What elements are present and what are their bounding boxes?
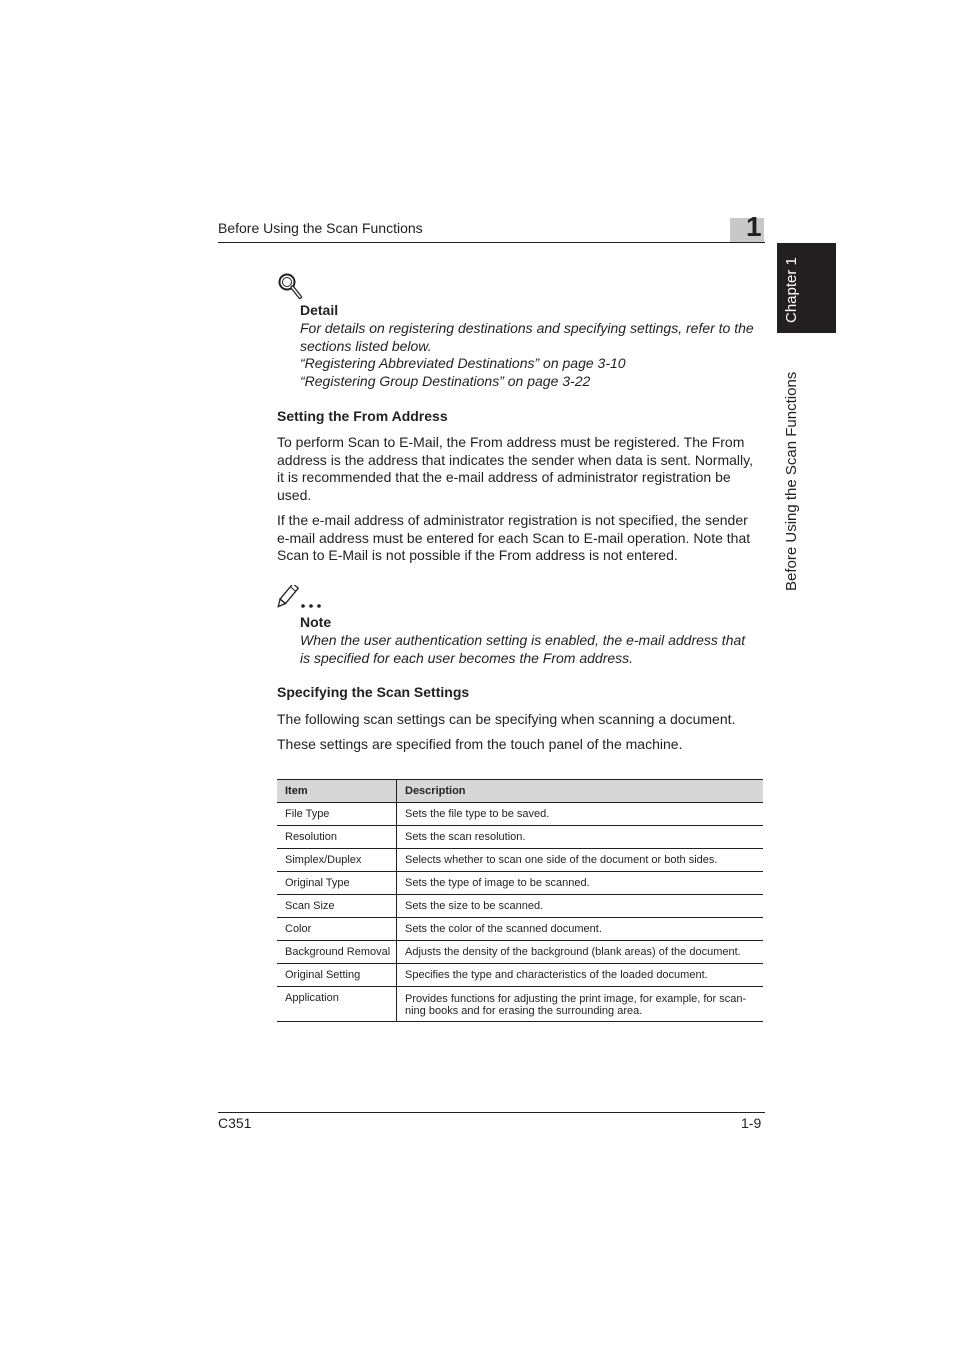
note-line: is specified for each user becomes the From address. bbox=[300, 649, 634, 666]
detail-reference-link: “Registering Abbreviated Destinations” on page 3-10 bbox=[300, 355, 626, 371]
table-cell-item: Background Removal bbox=[277, 941, 397, 964]
table-cell-description: Sets the file type to be saved. bbox=[405, 808, 550, 820]
table-cell-description: Adjusts the density of the background (blank areas) of the document. bbox=[405, 946, 741, 958]
table-row bbox=[277, 895, 763, 918]
detail-line: sections listed below. bbox=[300, 337, 432, 354]
table-cell-item: File Type bbox=[277, 803, 397, 826]
footer-page-number: 1-9 bbox=[741, 1115, 762, 1131]
detail-line: For details on registering destinations and specifying settings, refer to the bbox=[300, 320, 754, 336]
running-header-title: Before Using the Scan Functions bbox=[218, 220, 423, 236]
table-cell-item: Original Type bbox=[277, 872, 397, 895]
table-row bbox=[277, 872, 763, 895]
detail-label: Detail bbox=[300, 302, 339, 318]
column-header-description: Description bbox=[405, 785, 466, 797]
table-row bbox=[277, 918, 763, 941]
table-row bbox=[277, 803, 763, 826]
footer-model: C351 bbox=[218, 1115, 252, 1131]
column-header-item: Item bbox=[277, 780, 397, 803]
section-heading-from-address: Setting the From Address bbox=[277, 408, 448, 424]
table-cell-description: Specifies the type and characteristics of the loaded document. bbox=[405, 969, 708, 981]
table-row bbox=[277, 826, 763, 849]
note-line: When the user authentication setting is enabled, the e-mail address that bbox=[300, 632, 746, 648]
table-cell-description: Sets the color of the scanned document. bbox=[405, 923, 602, 935]
table-row bbox=[277, 941, 763, 964]
table-cell-description: Selects whether to scan one side of the document or both sides. bbox=[405, 854, 718, 866]
table-row bbox=[277, 849, 763, 872]
note-label: Note bbox=[300, 614, 332, 630]
scan-settings-table bbox=[277, 779, 763, 1022]
pencil-note-icon bbox=[277, 585, 325, 616]
table-cell-description: Sets the scan resolution. bbox=[405, 831, 526, 843]
table-cell-description: Sets the size to be scanned. bbox=[405, 900, 544, 912]
section-heading-scan-settings: Specifying the Scan Settings bbox=[277, 684, 470, 700]
table-cell-item: Simplex/Duplex bbox=[277, 849, 397, 872]
chapter-number: 1 bbox=[746, 211, 762, 242]
side-tab-section: Before Using the Scan Functions bbox=[783, 371, 800, 591]
paragraph: If the e-mail address of administrator registration is not specified, the sender e-mail address must be entered for each Scan to E-mail operation. Note that Scan to E-Mail is not possible if the From address is not entered. bbox=[277, 512, 751, 564]
note-text bbox=[300, 632, 770, 667]
table-cell-item: Color bbox=[277, 918, 397, 941]
table-cell-description: Provides functions for adjusting the print image, for example, for scan-ning books and for erasing the surrounding area. bbox=[405, 993, 747, 1017]
table-row bbox=[277, 964, 763, 987]
table-header-row bbox=[277, 780, 763, 803]
table-cell-item: Application bbox=[277, 987, 397, 1022]
table-cell-item: Original Setting bbox=[277, 964, 397, 987]
header-rule bbox=[218, 242, 765, 243]
table-cell-item: Resolution bbox=[277, 826, 397, 849]
detail-text bbox=[300, 320, 770, 390]
table-row bbox=[277, 987, 763, 1022]
paragraph: The following scan settings can be specifying when scanning a document. bbox=[277, 711, 736, 727]
table-cell-description: Sets the type of image to be scanned. bbox=[405, 877, 590, 889]
detail-reference-link: “Registering Group Destinations” on page 3-22 bbox=[300, 372, 591, 389]
footer-rule bbox=[218, 1112, 765, 1113]
paragraph: These settings are specified from the touch panel of the machine. bbox=[277, 736, 683, 752]
paragraph: To perform Scan to E-Mail, the From address must be registered. The From address is the address that indicates the sender when data is sent. Normally, it is recommended that the e-mail address of administrator registration be used. bbox=[277, 434, 753, 504]
table-cell-item: Scan Size bbox=[277, 895, 397, 918]
side-tab-chapter: Chapter 1 bbox=[783, 257, 800, 323]
